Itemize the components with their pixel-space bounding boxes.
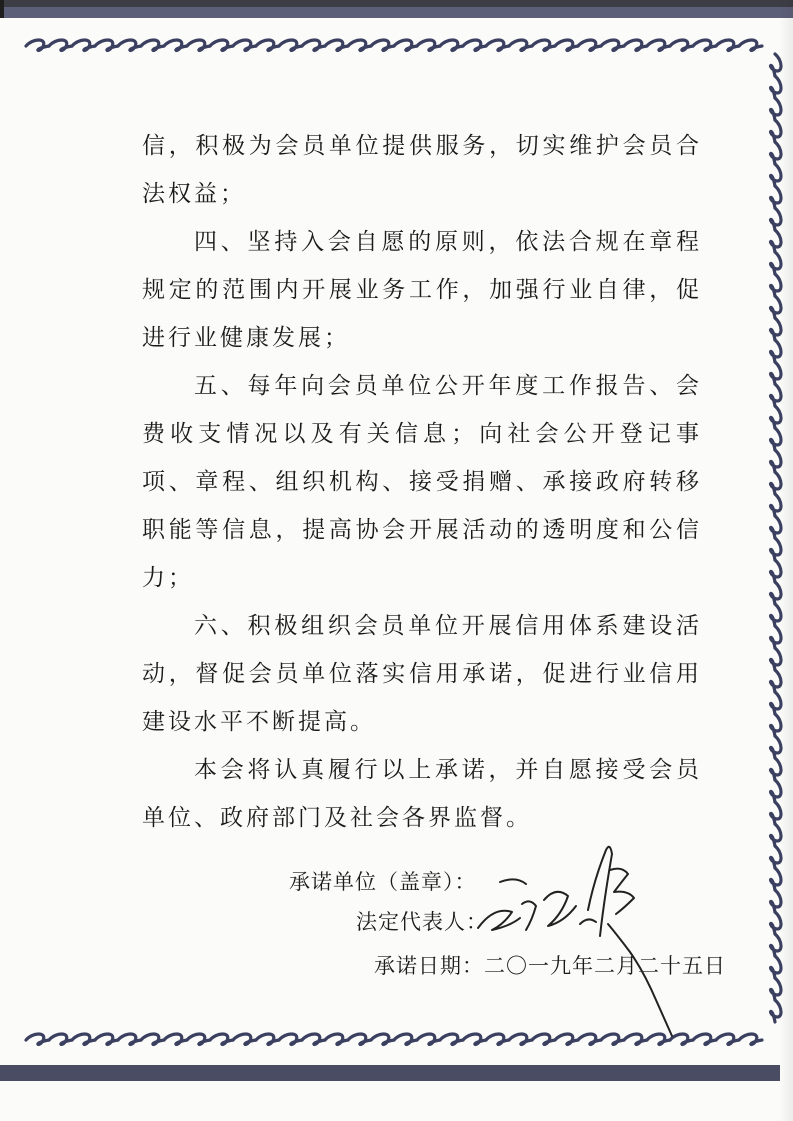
- unit-seal-label: 承诺单位（盖章）：: [289, 870, 477, 894]
- paragraph-item-four: 四、坚持入会自愿的原则，依法合规在章程规定的范围内开展业务工作，加强行业自律，促进行业健康发展；: [142, 229, 702, 351]
- paragraph-closing: 本会将认真履行以上承诺，并自愿接受会员单位、政府部门及社会各界监督。: [142, 757, 702, 831]
- paragraph-continuation: 信，积极为会员单位提供服务，切实维护会员合法权益；: [142, 133, 702, 207]
- paragraph-item-five: 五、每年向会员单位公开年度工作报告、会费收支情况以及有关信息；向社会公开登记事项、章程、组织机构、接受捐赠、承接政府转移职能等信息，提高协会开展活动的透明度和公信力；: [142, 373, 702, 591]
- paragraph-item-six: 六、积极组织会员单位开展信用体系建设活动，督促会员单位落实信用承诺，促进行业信用建设水平不断提高。: [142, 613, 702, 735]
- handwritten-signature: [460, 840, 700, 1050]
- bottom-band: [0, 1065, 780, 1081]
- legal-representative-label: 法定代表人：: [356, 910, 488, 934]
- document-body: [142, 122, 702, 842]
- date-value: 二〇一九年二月二十五日: [484, 954, 726, 978]
- date-label: 承诺日期：: [374, 954, 484, 978]
